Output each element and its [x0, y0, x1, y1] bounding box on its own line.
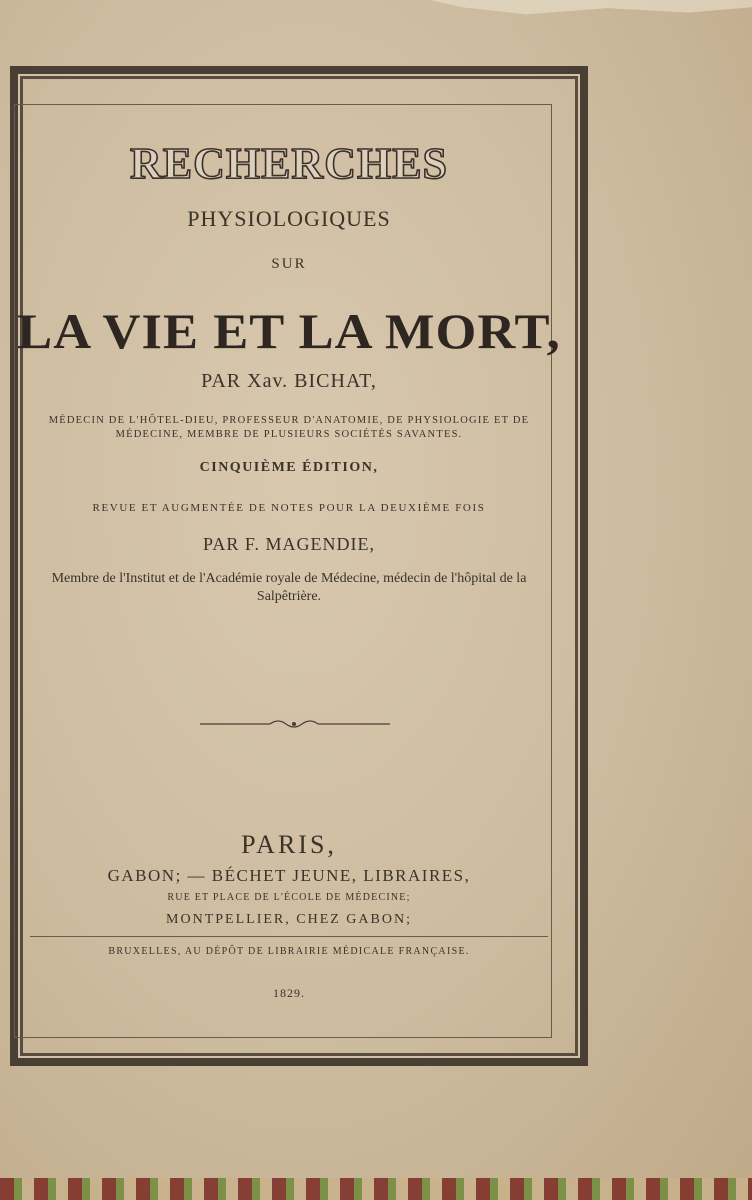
title-page-content	[17, 104, 561, 1034]
title-physiologiques: PHYSIOLOGIQUES	[187, 206, 391, 231]
montpellier-line: MONTPELLIER, CHEZ GABON;	[166, 912, 412, 927]
divider-rule	[30, 936, 548, 937]
edition-line: CINQUIÈME ÉDITION,	[199, 460, 379, 475]
title-recherches: RECHERCHES	[129, 139, 449, 188]
editor-credentials: Membre de l'Institut et de l'Académie royale de Médecine, médecin de l'hôpital de la Salpêtrière.	[51, 571, 527, 604]
ornamental-rule-icon	[200, 718, 390, 730]
editor-line: PAR F. MAGENDIE,	[203, 534, 375, 554]
title-sur: SUR	[271, 256, 307, 272]
main-title: LA VIE ET LA MORT,	[17, 303, 561, 359]
year-line: 1829.	[273, 986, 305, 1000]
author-line: PAR Xav. BICHAT,	[201, 370, 377, 392]
fabric-background	[0, 1178, 752, 1200]
author-credentials: MÉDECIN DE L'HÔTEL-DIEU, PROFESSEUR D'ANATOMIE, DE PHYSIOLOGIE ET DE MÉDECINE, MEMBRE DE PLUSIEURS SOCIÉTÉS SAVANTES.	[48, 415, 530, 440]
city-paris: PARIS,	[241, 830, 337, 859]
revision-line: REVUE ET AUGMENTÉE DE NOTES POUR LA DEUXIÈME FOIS	[92, 502, 486, 514]
publisher-address: RUE ET PLACE DE L'ÉCOLE DE MÉDECINE;	[167, 892, 411, 903]
bruxelles-line: BRUXELLES, AU DÉPÔT DE LIBRAIRIE MÉDICALE FRANÇAISE.	[108, 946, 470, 957]
publisher-line: GABON; — BÉCHET JEUNE, LIBRAIRES,	[107, 866, 471, 885]
